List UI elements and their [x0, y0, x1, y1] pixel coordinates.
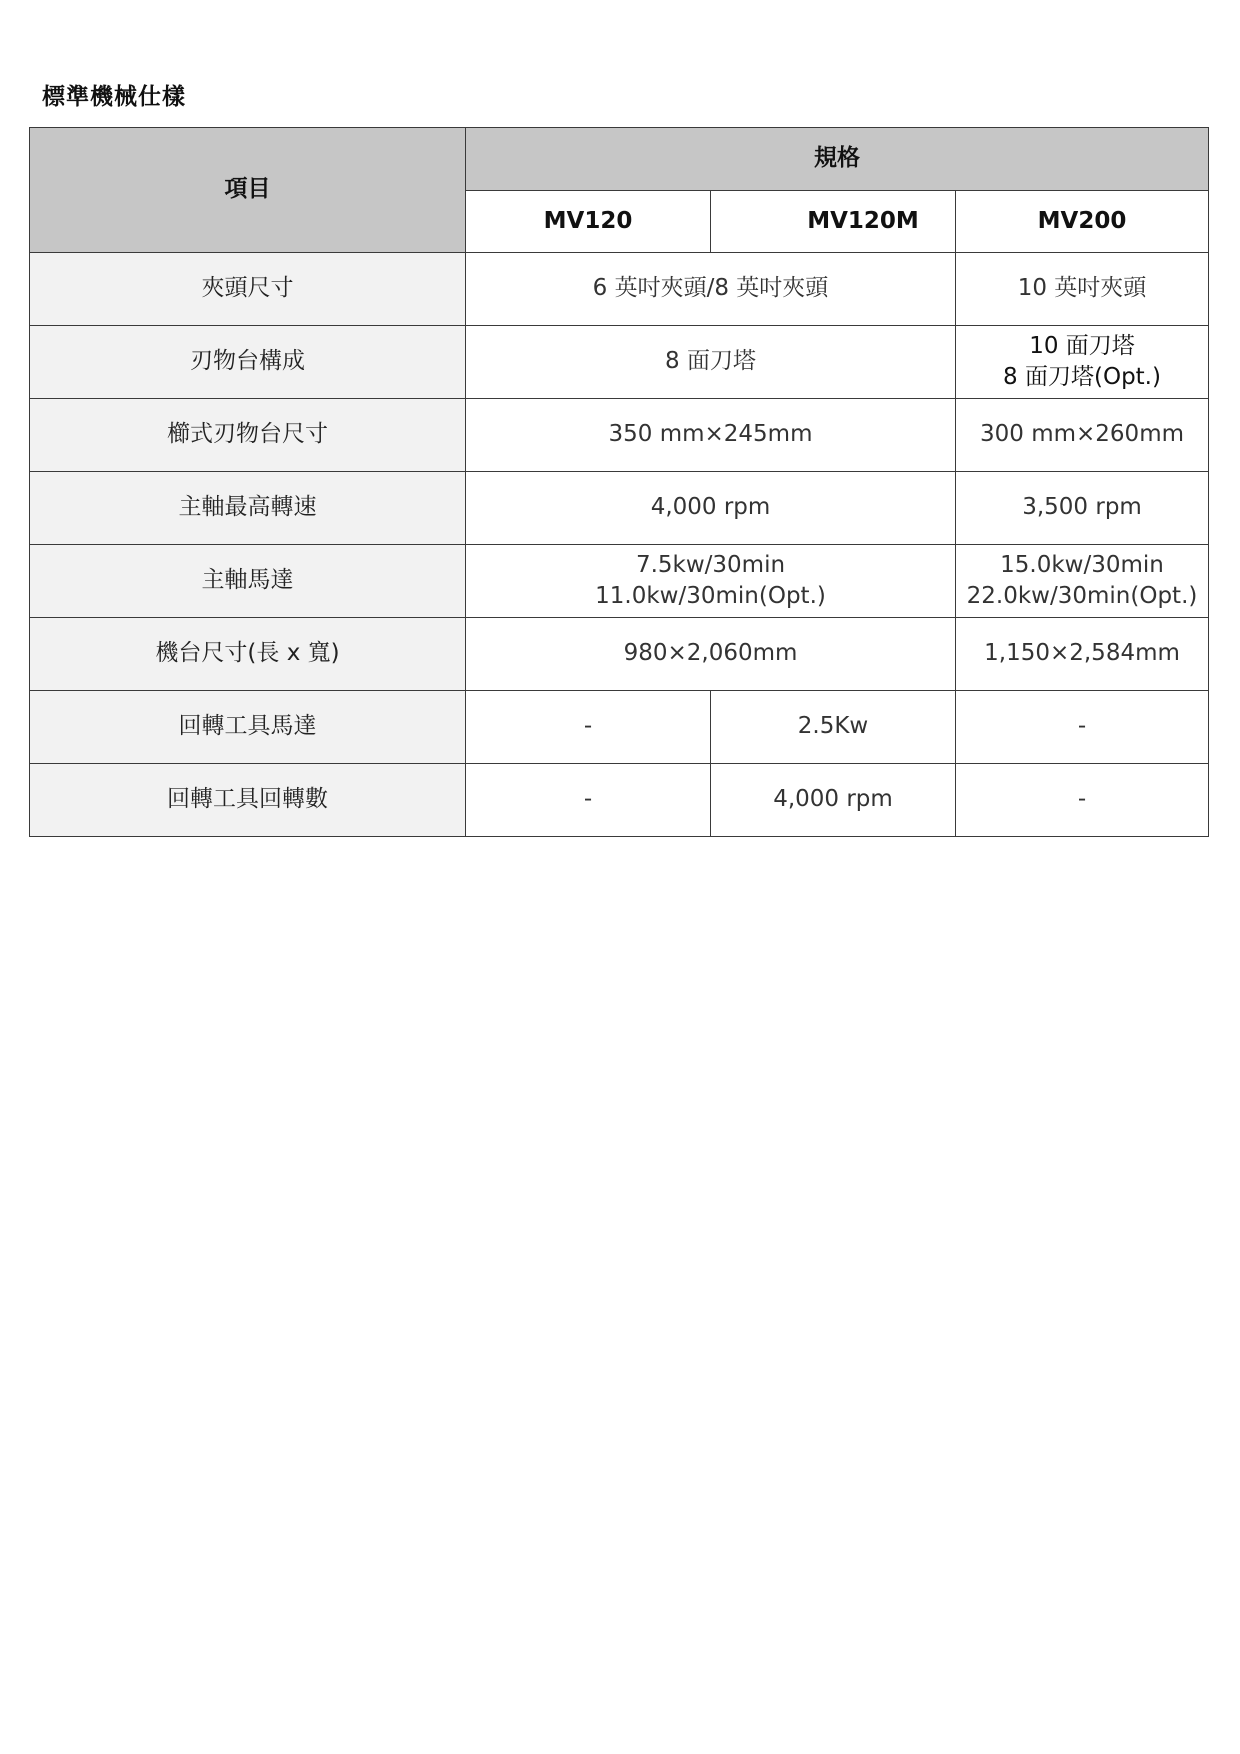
- model-mv120m: MV120M: [711, 191, 956, 253]
- value-line: 11.0kw/30min(Opt.): [595, 583, 826, 609]
- page-title: 標準機械仕樣: [42, 84, 186, 110]
- spec-table: [29, 127, 1209, 837]
- value-mv120: -: [466, 764, 711, 837]
- value-mv200: 300 mm×260mm: [956, 399, 1209, 472]
- spec-header: 規格: [466, 128, 1209, 191]
- row-label: 機台尺寸(長 x 寬): [30, 618, 466, 691]
- value-line: 22.0kw/30min(Opt.): [966, 583, 1198, 609]
- value-mv120-mv120m: [466, 545, 956, 618]
- value-mv200: [956, 326, 1209, 399]
- table-header-row: [30, 128, 1209, 191]
- value-mv200: 3,500 rpm: [956, 472, 1209, 545]
- row-label: 夾頭尺寸: [30, 253, 466, 326]
- model-mv200: MV200: [956, 191, 1209, 253]
- model-mv120: MV120: [466, 191, 711, 253]
- value-mv120-mv120m: 350 mm×245mm: [466, 399, 956, 472]
- table-row: [30, 545, 1209, 618]
- value-mv120m: 2.5Kw: [711, 691, 956, 764]
- table-row: [30, 691, 1209, 764]
- value-mv120m: 4,000 rpm: [711, 764, 956, 837]
- value-mv200: -: [956, 691, 1209, 764]
- value-mv200: [956, 545, 1209, 618]
- value-mv120-mv120m: 8 面刀塔: [466, 326, 956, 399]
- value-mv200: -: [956, 764, 1209, 837]
- value-mv200: 10 英吋夾頭: [956, 253, 1209, 326]
- table-row: [30, 472, 1209, 545]
- value-mv120: -: [466, 691, 711, 764]
- table-row: [30, 764, 1209, 837]
- value-line: 10 面刀塔: [1029, 332, 1135, 359]
- row-label: 櫛式刃物台尺寸: [30, 399, 466, 472]
- row-label: 回轉工具馬達: [30, 691, 466, 764]
- value-line: 7.5kw/30min: [635, 551, 786, 578]
- value-mv120-mv120m: 980×2,060mm: [466, 618, 956, 691]
- value-mv120-mv120m: 6 英吋夾頭/8 英吋夾頭: [466, 253, 956, 326]
- row-label: 刃物台構成: [30, 326, 466, 399]
- table-row: [30, 618, 1209, 691]
- table-row: [30, 326, 1209, 399]
- value-line: 15.0kw/30min: [1000, 551, 1164, 578]
- value-mv120-mv120m: 4,000 rpm: [466, 472, 956, 545]
- table-row: [30, 253, 1209, 326]
- row-label: 回轉工具回轉數: [30, 764, 466, 837]
- item-header: 項目: [30, 128, 466, 253]
- row-label: 主軸馬達: [30, 545, 466, 618]
- row-label: 主軸最高轉速: [30, 472, 466, 545]
- value-line: 8 面刀塔(Opt.): [1003, 364, 1161, 390]
- table-row: [30, 399, 1209, 472]
- value-mv200: 1,150×2,584mm: [956, 618, 1209, 691]
